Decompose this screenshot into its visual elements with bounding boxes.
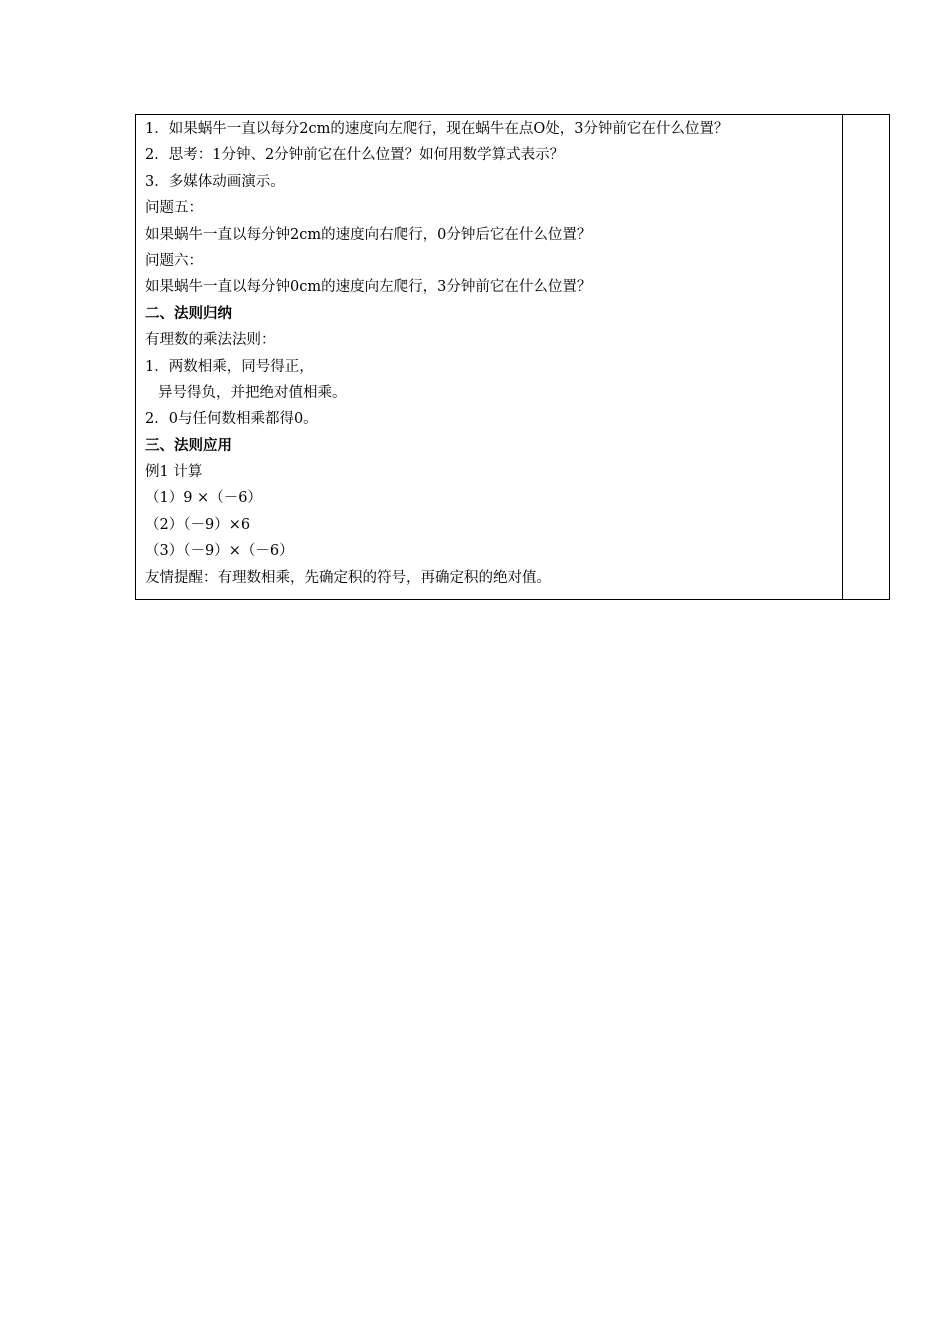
notes-cell — [843, 115, 889, 599]
rule-2-line: 2．0与任何数相乘都得0。 — [145, 411, 318, 428]
rule-1-line: 1．两数相乘，同号得正， — [145, 358, 314, 375]
lesson-table — [135, 114, 890, 600]
question-3-line: 3．多媒体动画演示。 — [145, 173, 285, 190]
exercise-2: （2）（－9）×6 — [145, 516, 251, 533]
problem-six-text: 如果蜗牛一直以每分钟0cm的速度向左爬行，3分钟前它在什么位置？ — [145, 279, 592, 296]
question-1-line: 1．如果蜗牛一直以每分2cm的速度向左爬行，现在蜗牛在点O处，3分钟前它在什么位置？ — [145, 121, 729, 137]
problem-five-text: 如果蜗牛一直以每分钟2cm的速度向右爬行，0分钟后它在什么位置？ — [145, 226, 592, 243]
content-cell — [136, 115, 843, 599]
problem-five-heading: 问题五： — [145, 200, 203, 217]
multiplication-rule-title: 有理数的乘法法则： — [145, 332, 276, 349]
exercise-1: （1）9 ×（－6） — [145, 490, 262, 507]
problem-six-heading: 问题六： — [145, 252, 203, 269]
question-2-line: 2．思考：1分钟、2分钟前它在什么位置？如何用数学算式表示？ — [145, 147, 565, 164]
friendly-reminder: 友情提醒：有理数相乘，先确定积的符号，再确定积的绝对值。 — [145, 569, 551, 586]
section-rule-summary-heading: 二、法则归纳 — [145, 304, 232, 322]
example-1-title: 例1 计算 — [145, 464, 203, 481]
rule-1-continuation: 异号得负，并把绝对值相乘。 — [158, 384, 347, 401]
exercise-3: （3）（－9）×（－6） — [145, 543, 294, 560]
section-rule-application-heading: 三、法则应用 — [145, 436, 232, 454]
